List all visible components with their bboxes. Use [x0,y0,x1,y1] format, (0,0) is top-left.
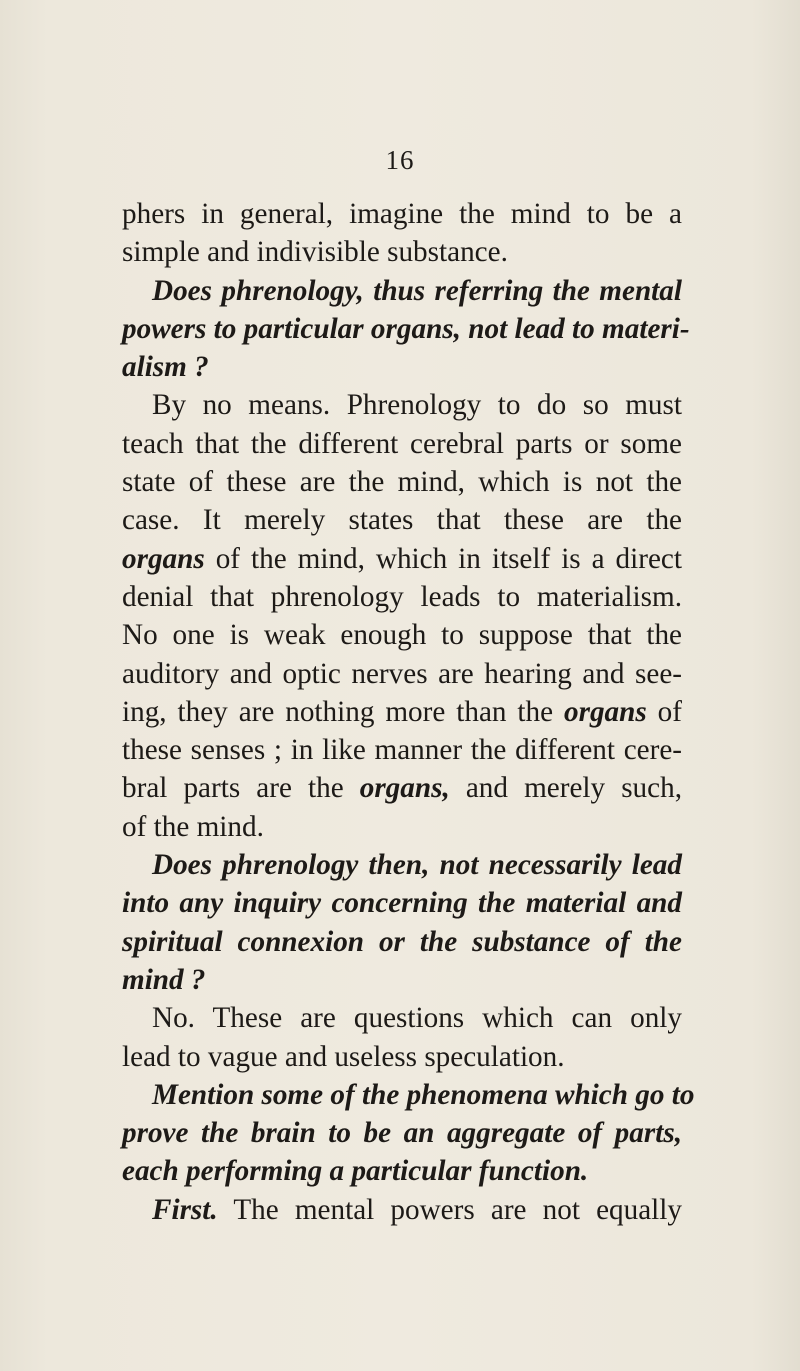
text-line: into any inquiry concerning the material and [122,887,682,920]
text-line: state of these are the mind, which is not the [122,466,682,499]
italic-term: organs [564,695,647,728]
text-line: auditory and optic nerves are hearing and see- [122,657,682,690]
text-segment: of [646,695,682,728]
text-line: alism ? [122,351,209,384]
text-line: powers to particular organs, not lead to materi- [122,312,690,345]
text-line: mind ? [122,963,206,996]
page-number: 16 [385,145,415,175]
text-line: phers in general, imagine the mind to be a [122,198,682,230]
text-line: Does phrenology then, not necessarily lead [152,849,682,882]
text-line: denial that phrenology leads to materialism. [122,580,682,613]
italic-term: organs [122,542,205,575]
text-line: No one is weak enough to suppose that the [122,619,682,652]
text-line: these senses ; in like manner the different cere- [122,734,682,767]
text-line: Mention some of the phenomena which go to [152,1078,695,1111]
text-segment: of the mind, which in itself is a direct [204,542,682,575]
text-segment: ing, they are nothing more than the [122,695,565,728]
text-segment: and merely such, [449,772,682,805]
italic-term: organs, [359,772,450,805]
text-line: each performing a particular function. [122,1155,589,1188]
text-line: of the mind. [122,810,264,843]
text-line [122,693,682,731]
text-line: teach that the different cerebral parts or some [122,427,682,460]
text-line: lead to vague and useless speculation. [122,1040,565,1073]
text-line [122,769,682,807]
text-line: By no means. Phrenology to do so must [152,389,682,422]
text-line: spiritual connexion or the substance of the [122,925,682,958]
text-line: Does phrenology, thus referring the mental [152,274,682,307]
text-line: prove the brain to be an aggregate of parts, [122,1117,682,1150]
text-line [122,540,682,578]
text-segment: The mental powers are not equally [217,1193,682,1226]
italic-term: First. [152,1193,218,1226]
text-line: No. These are questions which can only [152,1002,682,1035]
text-line: simple and indivisible substance. [122,236,508,269]
text-line [122,1191,682,1229]
body-text [122,195,695,1229]
text-segment: bral parts are the [122,772,360,805]
text-line: case. It merely states that these are the [122,504,682,537]
